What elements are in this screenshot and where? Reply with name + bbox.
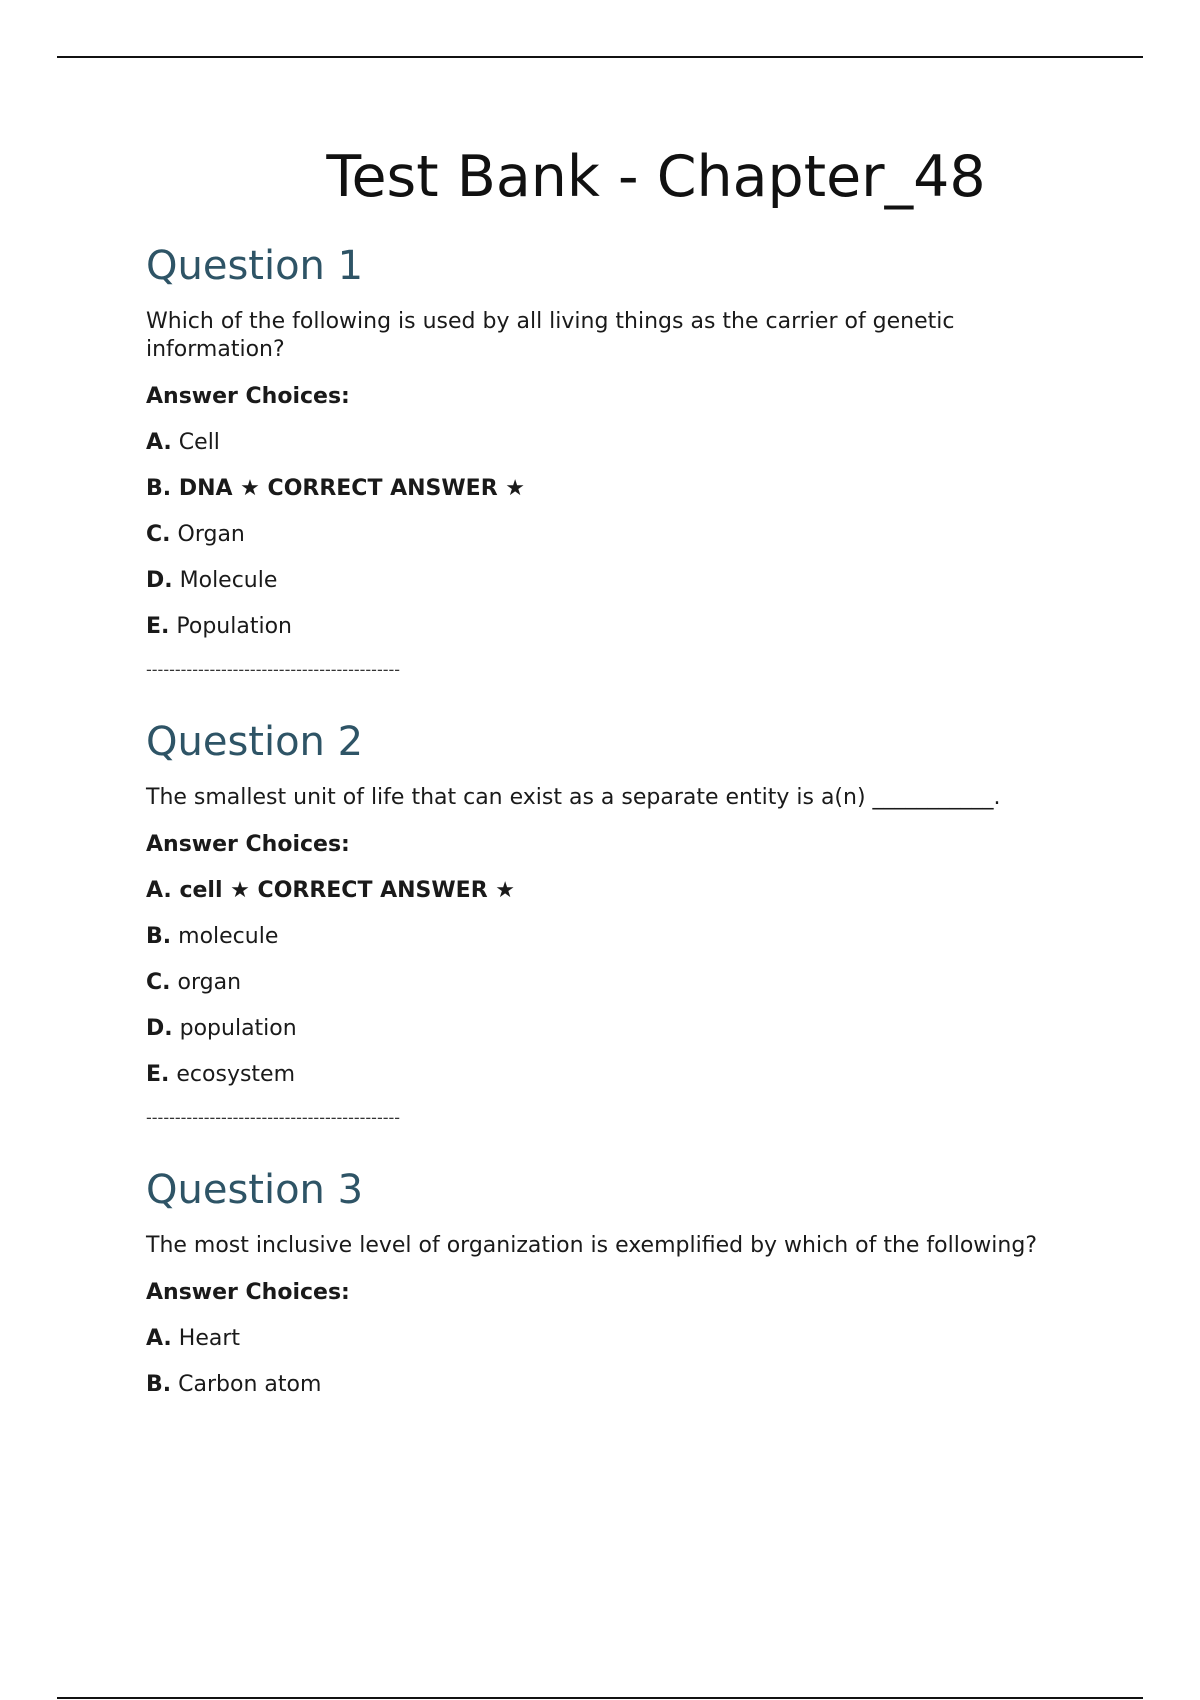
choice-letter: A. (146, 430, 172, 456)
question-separator: -------------------------------------------- (146, 1108, 401, 1128)
choice-letter: B. (146, 1372, 172, 1398)
choice-text: Population (176, 614, 292, 640)
choice-d (146, 566, 1086, 596)
choice-text: cell ★ CORRECT ANSWER ★ (179, 878, 516, 904)
choice-e (146, 612, 1086, 642)
question-2 (146, 718, 1086, 1130)
question-3 (146, 1166, 1086, 1400)
choice-letter: B. (146, 924, 172, 950)
choice-letter: A. (146, 1326, 172, 1352)
question-heading: Question 1 (146, 243, 364, 290)
question-text: Which of the following is used by all living things as the carrier of genetic information? (146, 309, 955, 363)
choice-text: Carbon atom (178, 1372, 322, 1398)
choice-letter: C. (146, 522, 171, 548)
choice-c (146, 520, 1086, 550)
answer-choices-label: Answer Choices: (146, 832, 350, 858)
answer-choices-label: Answer Choices: (146, 1280, 350, 1306)
choice-text: Heart (178, 1326, 241, 1352)
choice-text: molecule (178, 924, 279, 950)
choice-letter: A. (146, 878, 172, 904)
document-title: Test Bank - Chapter_48 (326, 144, 986, 210)
choice-text: DNA ★ CORRECT ANSWER ★ (178, 476, 526, 502)
choice-text: Cell (178, 430, 220, 456)
choice-a (146, 428, 1086, 458)
question-heading: Question 2 (146, 719, 364, 766)
choice-text: Organ (177, 522, 245, 548)
choice-letter: D. (146, 1016, 173, 1042)
choice-c (146, 968, 1086, 998)
choice-a (146, 1324, 1086, 1354)
choice-text: ecosystem (176, 1062, 296, 1088)
choice-letter: E. (146, 1062, 170, 1088)
choice-b-correct (146, 474, 1086, 504)
choice-b (146, 922, 1086, 952)
choice-text: organ (177, 970, 242, 996)
choice-a-correct (146, 876, 1086, 906)
question-text: The smallest unit of life that can exist as a separate entity is a(n) ___________. (146, 785, 1001, 811)
top-rule (57, 56, 1143, 58)
choice-letter: E. (146, 614, 170, 640)
question-text: The most inclusive level of organization is exemplified by which of the following? (146, 1233, 1037, 1259)
answer-choices-label: Answer Choices: (146, 384, 350, 410)
choice-b (146, 1370, 1086, 1400)
choice-text: population (179, 1016, 297, 1042)
choice-text: Molecule (179, 568, 278, 594)
choice-e (146, 1060, 1086, 1090)
choice-letter: C. (146, 970, 171, 996)
choice-d (146, 1014, 1086, 1044)
choice-letter: B. (146, 476, 172, 502)
question-heading: Question 3 (146, 1167, 364, 1214)
question-1 (146, 242, 1086, 682)
question-separator: -------------------------------------------- (146, 660, 401, 680)
bottom-rule (57, 1697, 1143, 1699)
choice-letter: D. (146, 568, 173, 594)
document-page (146, 140, 1086, 1416)
